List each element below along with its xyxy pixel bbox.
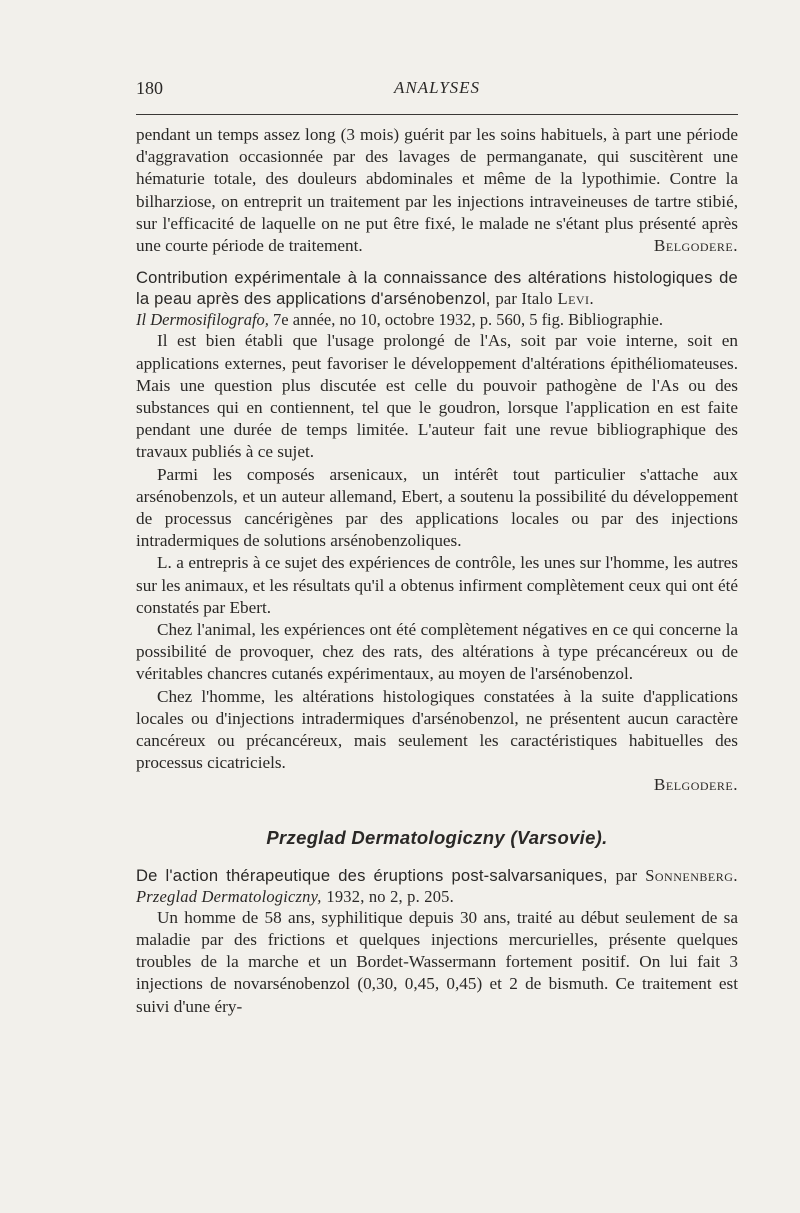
- article1-title-block: [136, 267, 738, 309]
- article1-paragraph: L. a entrepris à ce sujet des expériences de contrôle, les unes sur l'homme, les autres sur les animaux, et les résultats qu'il a obtenus infirment complètement ceux qui ont été constatés par Ebert.: [136, 553, 738, 617]
- section-heading: Przeglad Dermatologiczny (Varsovie).: [266, 826, 608, 848]
- page-number: 180: [136, 78, 163, 98]
- article1-paragraph: Chez l'animal, les expériences ont été complètement négatives en ce qui concerne la possibilité de provoquer, chez des rats, des altérations à type précancéreux ou de véritables chancres cutanés expérimentaux, au moyen de l'arsénobenzol.: [136, 620, 738, 684]
- signature-name: Belgodere.: [653, 236, 738, 256]
- intro-paragraph: pendant un temps assez long (3 mois) guérit par les soins habituels, à part une période d'aggravation occasionnée par des lavages de permanganate, qui suscitèrent une hématurie totale, des douleurs abdominales et même de la lypothimie. Contre la bilharziose, on entreprit un traitement par les injections intraveineuses de tartre stibié, sur l'efficacité de laquelle on ne put être fixé, le malade ne s'étant plus présenté après une courte période de traitement.: [136, 125, 738, 256]
- article2-paragraph: Un homme de 58 ans, syphilitique depuis 30 ans, traité au début seulement de sa maladie par des frictions et quelques injections mercurielles, présente quelques troubles de la marche et un Bordet-Wassermann fortement positif. On lui fait 3 injections de novarsénobenzol (0,30, 0,45, 0,45) et 2 de bismuth. Ce traitement est suivi d'une éry-: [136, 907, 738, 1016]
- article2-journal: Przeglad Dermatologiczny,: [136, 886, 322, 906]
- article2-citation: 1932, no 2, p. 205.: [326, 886, 454, 906]
- article1-paragraph: Chez l'homme, les altérations histologiques constatées à la suite d'applications locales ou d'injections intradermiques d'arsénobenzol, ne présentent aucun caractère cancéreux ou précancéreux, mais seulement les caractéristiques habituelles des processus cicatriciels.: [136, 686, 738, 773]
- article2-title: De l'action thérapeutique des éruptions post-salvarsaniques,: [136, 865, 608, 885]
- article1-citation-block: [136, 309, 738, 330]
- article2-title-block: [136, 865, 738, 907]
- page-header: [136, 78, 738, 106]
- article1-signature: [136, 774, 738, 796]
- running-title: ANALYSES: [393, 78, 481, 97]
- header-rule: [136, 114, 738, 115]
- signature-name: Belgodere.: [653, 775, 738, 795]
- article1-paragraph: Il est bien établi que l'usage prolongé de l'As, soit par voie interne, soit en applications externes, peut favoriser le développement d'altérations épithéliomateuses. Mais une question plus discutée est celle du pouvoir pathogène de l'As ou des substances qui en contiennent, tel que le goudron, lorsque l'application en est faite pendant une durée de temps limitée. L'auteur fait une revue bibliographique des travaux publiés à ce sujet.: [136, 331, 738, 462]
- article1-author: Levi.: [557, 289, 595, 309]
- article1-title: Contribution expérimentale à la connaissance des altérations histologiques de la peau après des applications d'arsénobenzol,: [136, 268, 738, 309]
- article2-author-prefix: par: [615, 865, 638, 885]
- article1-author-prefix: par Italo: [495, 289, 553, 309]
- article1-journal: Il Dermosifilografo,: [136, 310, 269, 330]
- article1-paragraph: Parmi les composés arsenicaux, un intérêt tout particulier s'attache aux arsénobenzols, et un auteur allemand, Ebert, a soutenu la possibilité du développement de processus cancérigènes par des applications locales ou par des injections intradermiques de solutions arsénobenzoliques.: [136, 464, 738, 551]
- article2-author: Sonnenberg.: [645, 865, 739, 885]
- page-body: [136, 124, 738, 1018]
- article1-citation: 7e année, no 10, octobre 1932, p. 560, 5 fig. Bibliographie.: [273, 310, 664, 330]
